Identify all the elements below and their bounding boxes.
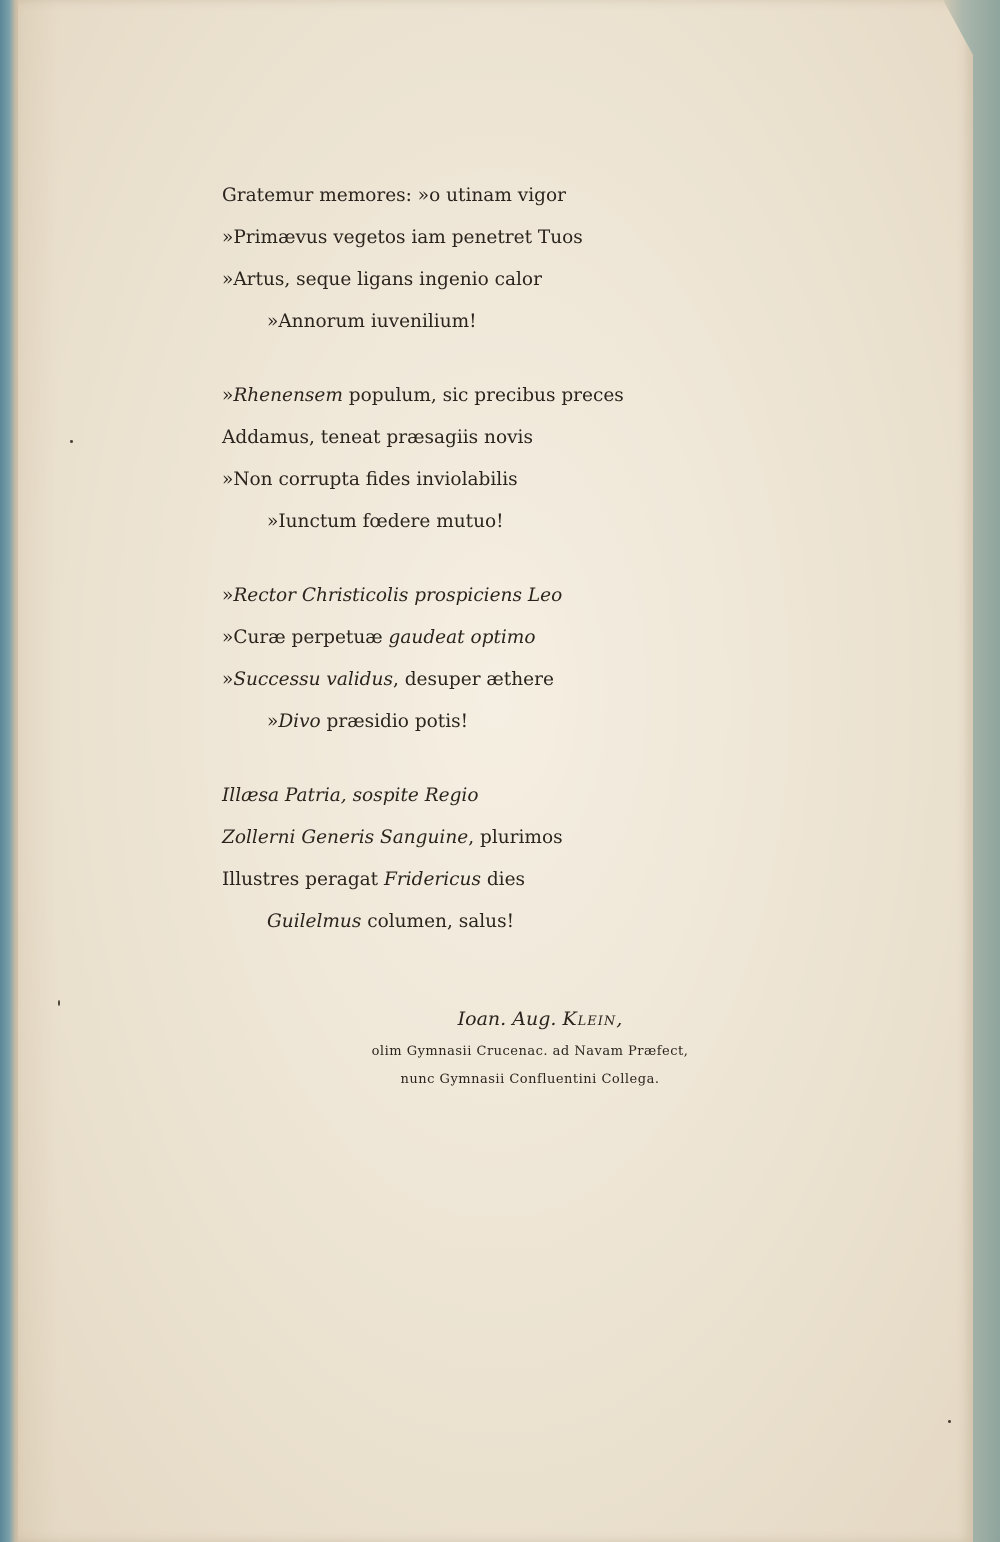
stanza-2	[222, 380, 742, 548]
poem-body	[222, 180, 742, 948]
author-title-line-1: olim Gymnasii Crucenac. ad Navam Præfect,	[371, 1044, 689, 1059]
verse-text: Guilelmus	[267, 911, 362, 932]
verse-line	[222, 622, 742, 664]
verse-text: »	[222, 585, 234, 606]
verse-line	[222, 664, 742, 706]
verse-line	[222, 306, 742, 348]
verse-text: columen, salus!	[361, 911, 515, 932]
verse-line	[222, 422, 742, 464]
verse-text: »Non corrupta fides inviolabilis	[222, 469, 518, 490]
author-name	[340, 1004, 720, 1038]
author-name-suffix: ,	[616, 1008, 623, 1030]
verse-text: Illustres peragat	[222, 869, 385, 890]
stanza-gap	[222, 548, 742, 580]
verse-text: Divo	[278, 711, 321, 732]
verse-text: gaudeat optimo	[388, 627, 536, 648]
stanza-gap	[222, 348, 742, 380]
stanza-1	[222, 180, 742, 348]
verse-text: Zollerni Generis Sanguine	[222, 827, 469, 848]
verse-line	[222, 464, 742, 506]
stanza-4	[222, 780, 742, 948]
stanza-gap	[222, 748, 742, 780]
verse-text: Gratemur memores: »o utinam vigor	[222, 185, 566, 206]
verse-line	[222, 380, 742, 422]
verse-text: »Iunctum fœdere mutuo!	[267, 511, 504, 532]
ink-speck	[58, 1000, 60, 1006]
verse-line	[222, 222, 742, 264]
ink-speck	[70, 440, 73, 443]
verse-line	[222, 864, 742, 906]
verse-line	[222, 580, 742, 622]
verse-text: Successu validus	[233, 669, 393, 690]
verse-text: »Primævus vegetos iam penetret Tuos	[222, 227, 583, 248]
verse-text: dies	[480, 869, 526, 890]
verse-text: »Artus, seque ligans ingenio calor	[222, 269, 542, 290]
signature-block	[340, 1004, 720, 1094]
verse-line	[222, 906, 742, 948]
verse-text: »Curæ perpetuæ	[222, 627, 389, 648]
verse-text: populum, sic precibus preces	[342, 385, 624, 406]
verse-text: »	[267, 711, 279, 732]
verse-line	[222, 780, 742, 822]
verse-line	[222, 822, 742, 864]
verse-text: Rhenensem	[233, 385, 343, 406]
verse-line	[222, 180, 742, 222]
verse-text: Illæsa Patria, sospite Regio	[222, 785, 479, 806]
author-title-line-2: nunc Gymnasii Confluentini Collega.	[400, 1072, 660, 1087]
verse-text: Addamus, teneat præsagiis novis	[222, 427, 533, 448]
verse-line	[222, 506, 742, 548]
verse-text: »Annorum iuvenilium!	[267, 311, 477, 332]
verse-text: , desuper æthere	[392, 669, 554, 690]
verse-line	[222, 264, 742, 306]
verse-text: , plurimos	[468, 827, 563, 848]
author-name-prefix: Ioan. Aug.	[457, 1008, 563, 1030]
verse-text: Fridericus	[384, 869, 481, 890]
verse-text: »	[222, 669, 234, 690]
ink-speck	[948, 1420, 951, 1423]
verse-text: »	[222, 385, 234, 406]
author-surname: Klein	[562, 1008, 617, 1030]
verse-line	[222, 706, 742, 748]
verse-text: Rector Christicolis prospiciens Leo	[233, 585, 563, 606]
verse-text: præsidio potis!	[320, 711, 469, 732]
stanza-3	[222, 580, 742, 748]
